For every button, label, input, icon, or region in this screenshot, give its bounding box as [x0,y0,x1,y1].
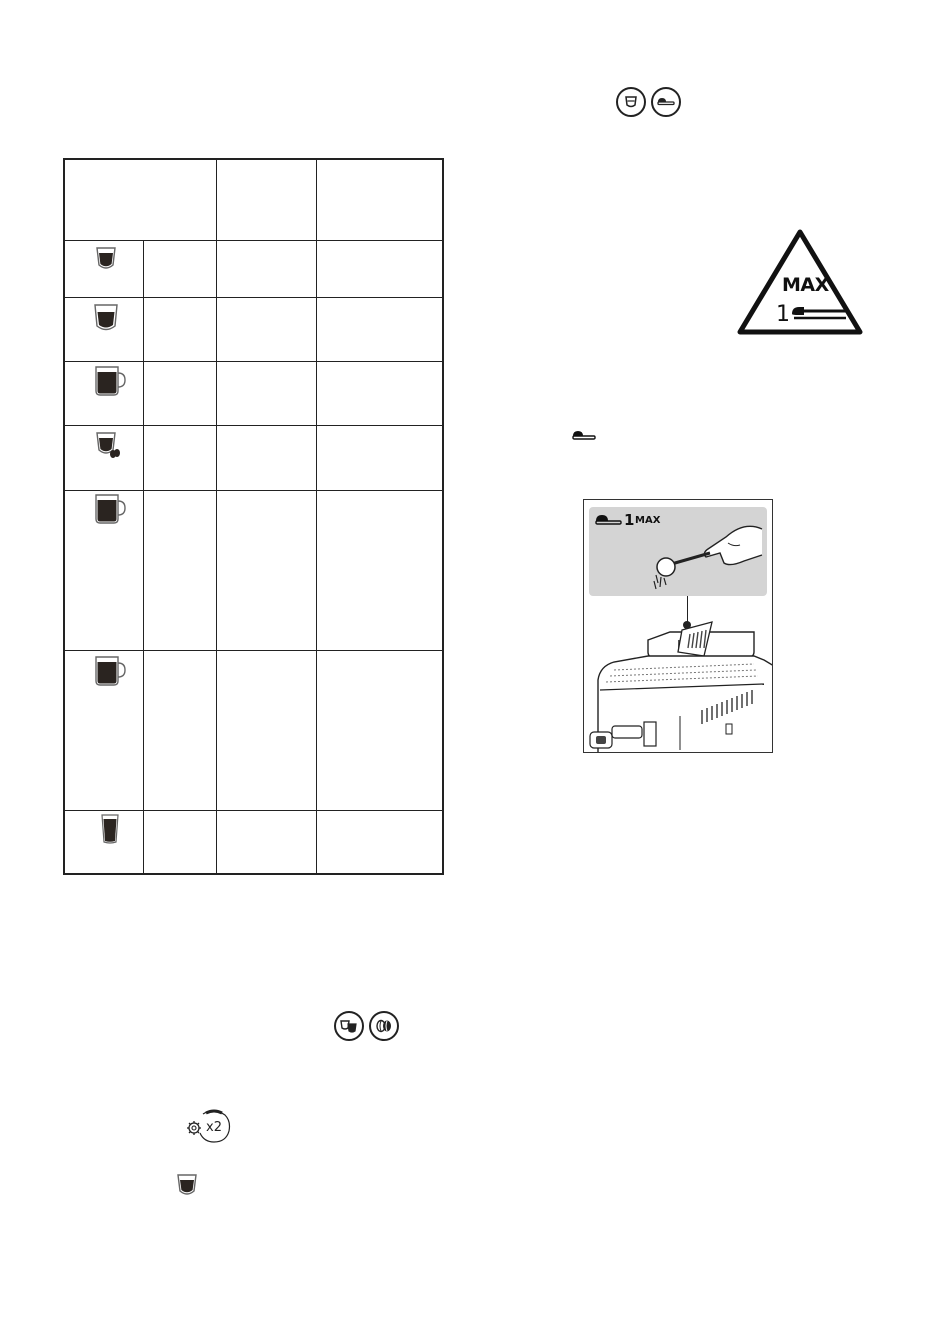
pre-ground-coffee-button[interactable] [651,87,681,117]
espresso-cup-icon [175,1172,199,1198]
large-mug-icon [93,654,129,688]
cup-button[interactable] [616,87,646,117]
measuring-scoop-icon [594,513,624,527]
table-row-divider [63,240,444,241]
max-label: MAX [782,274,829,296]
table-row-divider [63,425,444,426]
table-row-divider [63,810,444,811]
table-col-divider-2 [216,158,217,874]
table-border-right [442,158,444,874]
dose-max-label: MAX [635,515,661,526]
table-row-divider [63,297,444,298]
coffee-mug-icon [93,364,129,398]
measuring-scoop-icon [571,429,597,443]
double-cup-button[interactable] [334,1011,364,1041]
small-cup-icon [623,94,639,110]
coffee-beans-icon [374,1018,394,1034]
table-col-divider-1 [143,240,144,874]
espresso-cup-icon [94,245,118,273]
machine-icon [584,600,773,753]
dose-number: 1 [624,511,635,529]
coffee-machine-illustration [583,499,773,753]
table-border-left [63,158,65,874]
two-cups-icon [339,1018,359,1034]
table-row-divider [63,361,444,362]
table-row-divider [63,650,444,651]
measuring-scoop-icon [656,94,676,110]
tall-glass-icon [100,813,120,845]
coffee-beans-button[interactable] [369,1011,399,1041]
double-espresso-cup-icon [92,302,120,334]
table-row-divider [63,490,444,491]
press-twice-label: x2 [206,1120,222,1135]
espresso-beans-icon [94,430,122,460]
table-border-bottom [63,873,444,875]
table-border-top [63,158,444,160]
dose-count: 1 [776,302,790,327]
large-mug-icon [93,492,129,526]
table-col-divider-3 [316,158,317,874]
max-dose-warning [736,228,864,336]
hand-scoop-icon [644,515,766,593]
